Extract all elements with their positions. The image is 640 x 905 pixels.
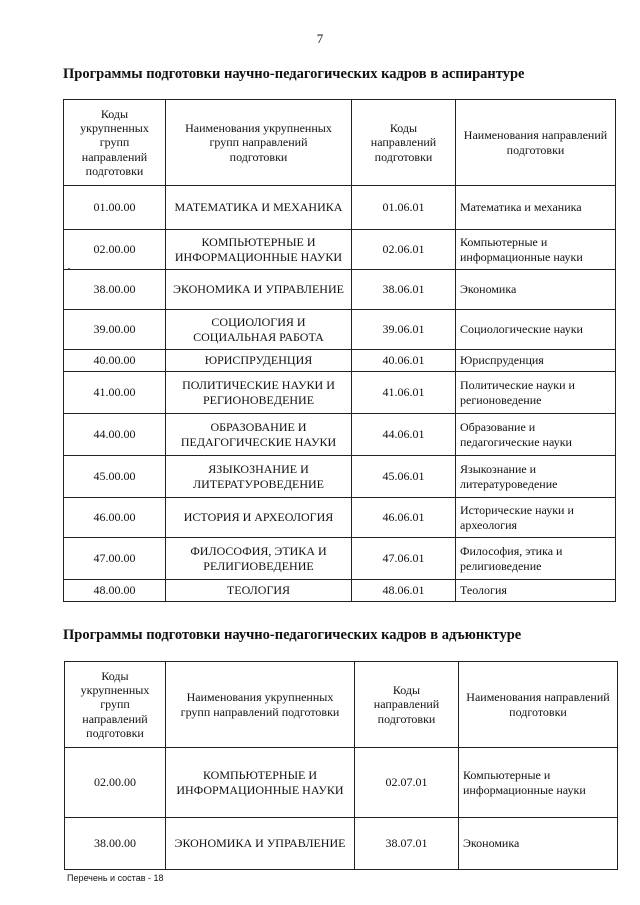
- direction-code-cell: 40.06.01: [352, 350, 456, 372]
- group-name-cell: ЯЗЫКОЗНАНИЕ И ЛИТЕРАТУРОВЕДЕНИЕ: [166, 456, 352, 498]
- header-direction-name: Наименования направлений подготовки: [459, 662, 618, 748]
- direction-code-cell: 41.06.01: [352, 372, 456, 414]
- table-row: [64, 580, 616, 602]
- header-direction-name: Наименования направлений подготовки: [456, 100, 616, 186]
- header-direction-code: Коды направлений подготовки: [352, 100, 456, 186]
- group-code-cell: 44.00.00: [64, 414, 166, 456]
- group-name-cell: ОБРАЗОВАНИЕ И ПЕДАГОГИЧЕСКИЕ НАУКИ: [166, 414, 352, 456]
- group-name-cell: ФИЛОСОФИЯ, ЭТИКА И РЕЛИГИОВЕДЕНИЕ: [166, 538, 352, 580]
- table-row: [64, 230, 616, 270]
- direction-name-cell: Социологические науки: [456, 310, 616, 350]
- table-row: [65, 818, 618, 870]
- direction-name-cell: Компьютерные и информационные науки: [459, 748, 618, 818]
- group-name-cell: ТЕОЛОГИЯ: [166, 580, 352, 602]
- scan-speck: [68, 268, 70, 270]
- direction-name-cell: Экономика: [456, 270, 616, 310]
- header-group-name: Наименования укрупненных групп направлений подготовки: [166, 662, 355, 748]
- section-title-aspirantura: Программы подготовки научно-педагогических кадров в аспирантуре: [63, 66, 525, 82]
- group-name-cell: ЭКОНОМИКА И УПРАВЛЕНИЕ: [166, 818, 355, 870]
- direction-name-cell: Экономика: [459, 818, 618, 870]
- group-code-cell: 45.00.00: [64, 456, 166, 498]
- header-group-code: Коды укрупненных групп направлений подготовки: [65, 662, 166, 748]
- group-code-cell: 01.00.00: [64, 186, 166, 230]
- group-code-cell: 39.00.00: [64, 310, 166, 350]
- group-name-cell: ИСТОРИЯ И АРХЕОЛОГИЯ: [166, 498, 352, 538]
- group-code-cell: 02.00.00: [65, 748, 166, 818]
- direction-code-cell: 39.06.01: [352, 310, 456, 350]
- direction-name-cell: Юриспруденция: [456, 350, 616, 372]
- direction-name-cell: Языкознание и литературоведение: [456, 456, 616, 498]
- table-row: [65, 748, 618, 818]
- direction-name-cell: Политические науки и регионоведение: [456, 372, 616, 414]
- header-group-name: Наименования укрупненных групп направлений подготовки: [166, 100, 352, 186]
- group-name-cell: ЭКОНОМИКА И УПРАВЛЕНИЕ: [166, 270, 352, 310]
- direction-code-cell: 45.06.01: [352, 456, 456, 498]
- group-name-cell: КОМПЬЮТЕРНЫЕ И ИНФОРМАЦИОННЫЕ НАУКИ: [166, 230, 352, 270]
- table-row: [64, 270, 616, 310]
- page-number: 7: [316, 31, 324, 46]
- direction-name-cell: Исторические науки и археология: [456, 498, 616, 538]
- direction-code-cell: 44.06.01: [352, 414, 456, 456]
- table-row: [64, 350, 616, 372]
- group-name-cell: СОЦИОЛОГИЯ И СОЦИАЛЬНАЯ РАБОТА: [166, 310, 352, 350]
- direction-name-cell: Образование и педагогические науки: [456, 414, 616, 456]
- direction-name-cell: Математика и механика: [456, 186, 616, 230]
- direction-code-cell: 38.07.01: [355, 818, 459, 870]
- group-code-cell: 46.00.00: [64, 498, 166, 538]
- section-title-adyunktura: Программы подготовки научно-педагогических кадров в адъюнктуре: [63, 627, 522, 643]
- group-code-cell: 38.00.00: [64, 270, 166, 310]
- table-row: [64, 498, 616, 538]
- group-code-cell: 40.00.00: [64, 350, 166, 372]
- group-code-cell: 47.00.00: [64, 538, 166, 580]
- direction-code-cell: 01.06.01: [352, 186, 456, 230]
- table-row: [64, 186, 616, 230]
- table-row: [64, 310, 616, 350]
- direction-name-cell: Теология: [456, 580, 616, 602]
- direction-code-cell: 38.06.01: [352, 270, 456, 310]
- programs-table-adyunktura: [64, 661, 618, 870]
- group-code-cell: 48.00.00: [64, 580, 166, 602]
- table-row: [64, 372, 616, 414]
- direction-name-cell: Компьютерные и информационные науки: [456, 230, 616, 270]
- footer-note: Перечень и состав - 18: [67, 873, 164, 883]
- group-code-cell: 02.00.00: [64, 230, 166, 270]
- header-group-code: Коды укрупненных групп направлений подготовки: [64, 100, 166, 186]
- direction-name-cell: Философия, этика и религиоведение: [456, 538, 616, 580]
- group-name-cell: КОМПЬЮТЕРНЫЕ И ИНФОРМАЦИОННЫЕ НАУКИ: [166, 748, 355, 818]
- programs-table-aspirantura: [63, 99, 616, 602]
- group-name-cell: ПОЛИТИЧЕСКИЕ НАУКИ И РЕГИОНОВЕДЕНИЕ: [166, 372, 352, 414]
- group-code-cell: 38.00.00: [65, 818, 166, 870]
- direction-code-cell: 02.06.01: [352, 230, 456, 270]
- direction-code-cell: 46.06.01: [352, 498, 456, 538]
- table-row: [64, 414, 616, 456]
- group-code-cell: 41.00.00: [64, 372, 166, 414]
- table-header-row: [65, 662, 618, 748]
- table-row: [64, 456, 616, 498]
- direction-code-cell: 47.06.01: [352, 538, 456, 580]
- direction-code-cell: 02.07.01: [355, 748, 459, 818]
- table-row: [64, 538, 616, 580]
- table-header-row: [64, 100, 616, 186]
- header-direction-code: Коды направлений подготовки: [355, 662, 459, 748]
- group-name-cell: МАТЕМАТИКА И МЕХАНИКА: [166, 186, 352, 230]
- group-name-cell: ЮРИСПРУДЕНЦИЯ: [166, 350, 352, 372]
- direction-code-cell: 48.06.01: [352, 580, 456, 602]
